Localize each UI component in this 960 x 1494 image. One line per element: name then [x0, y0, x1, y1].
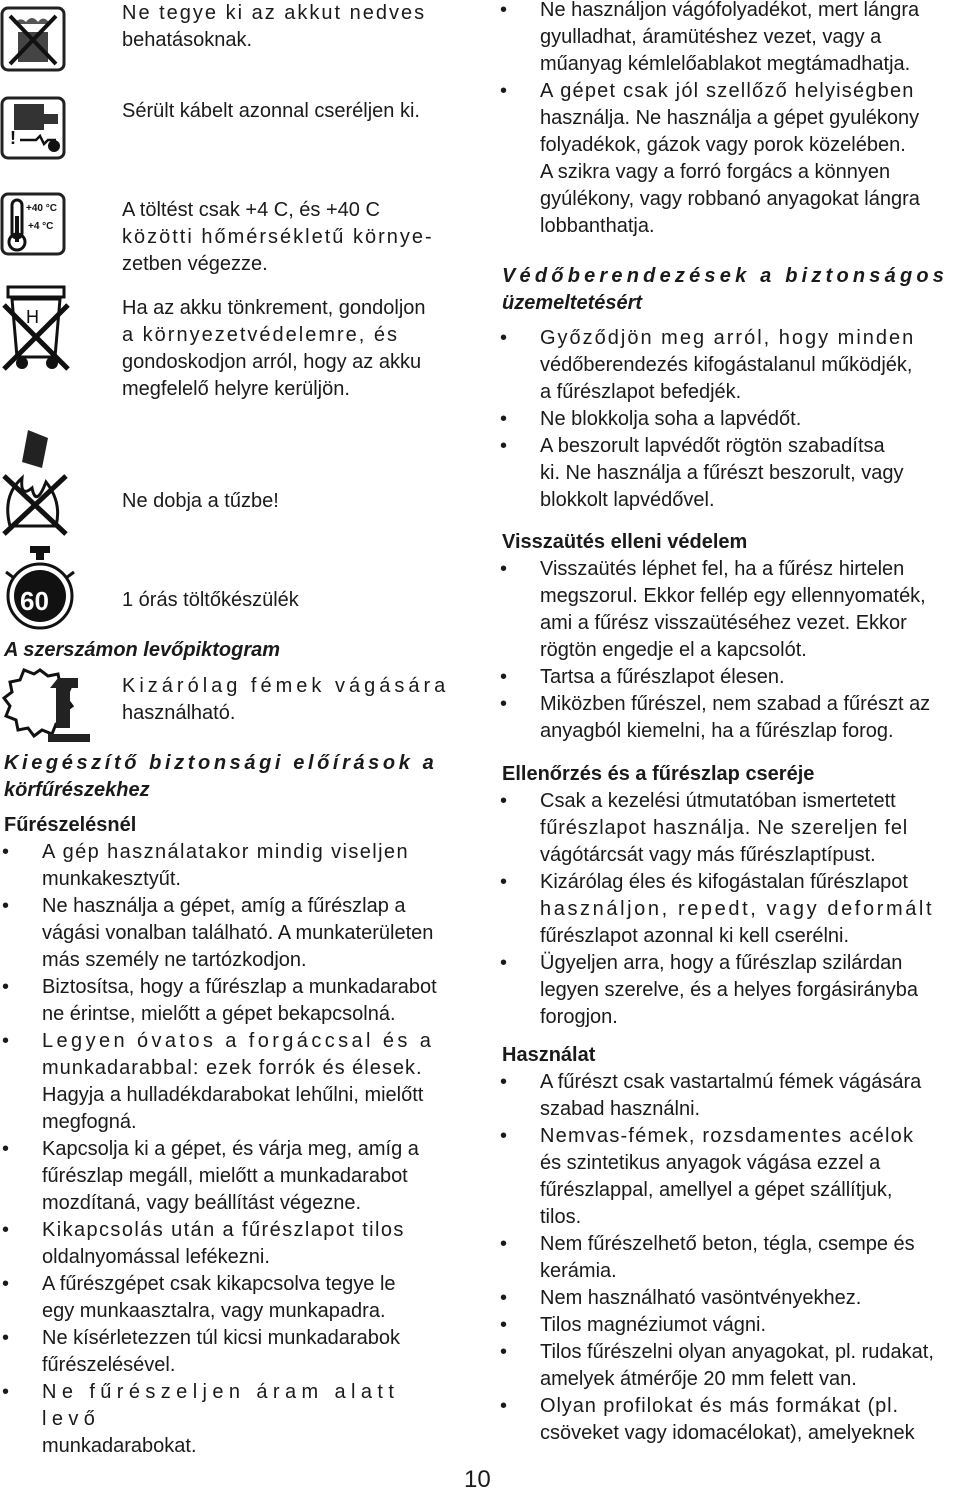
usage-rules-list [498, 1069, 960, 1447]
svg-text:H: H [26, 307, 39, 327]
list-item-line: más személy ne tartózkodjon. [42, 949, 307, 971]
list-item-line: • Nem fűrészelhető beton, tégla, csempe és [540, 1233, 915, 1255]
list-item-line: A szikra vagy a forró forgács a könnyen [540, 161, 891, 183]
list-item-line: lobbanthatja. [540, 215, 655, 237]
list-item-line: • Győződjön meg arról, hogy minden [540, 327, 916, 349]
guard-section-title: Védőberendezések a biztonságos üzemeltetésért [502, 265, 949, 314]
list-item [498, 0, 960, 78]
list-item-line: • Ne használja a gépet, amíg a fűrészlap a [42, 895, 406, 917]
list-item-line: • Tilos magnéziumot vágni. [540, 1314, 767, 1336]
list-item-line: • Tilos fűrészelni olyan anyagokat, pl. rudakat, [540, 1341, 934, 1363]
list-item-line: ne érintse, mielőtt a gépet bekapcsolná. [42, 1003, 396, 1025]
list-item-line: ki. Ne használja a fűrészt beszorult, vagy [540, 462, 904, 484]
list-item-line: forogjon. [540, 1006, 618, 1028]
list-item-line: anyagból kiemelni, ha a fűrészlap forog. [540, 720, 894, 742]
list-item [0, 1325, 462, 1379]
kickback-rules-list [498, 556, 960, 745]
list-item-line: használja. Ne használja a gépet gyulékony [540, 107, 920, 129]
list-item [498, 1312, 960, 1339]
list-item-line: • Kikapcsolás után a fűrészlapot tilos [42, 1219, 405, 1241]
list-item [498, 433, 960, 514]
no-fire-warning: Ne dobja a tűzbe! [122, 490, 279, 512]
list-item-line: • Olyan profilokat és más formákat (pl. [540, 1395, 899, 1417]
list-item-line: • Kizárólag éles és kifogástalan fűrészlapot [540, 871, 908, 893]
list-item-line: munkadarabokat. [42, 1435, 197, 1457]
timer-icon [0, 546, 80, 635]
list-item-line: a fűrészlapot befedjék. [540, 381, 742, 403]
list-item-line: • A gépet csak jól szellőző helyiségben [540, 80, 915, 102]
guard-rules-list [498, 325, 960, 514]
list-item [498, 78, 960, 240]
svg-text:60: 60 [20, 586, 49, 616]
list-item-line: • Nem használható vasöntvényekhez. [540, 1287, 862, 1309]
page-number: 10 [464, 1466, 491, 1493]
list-item [498, 691, 960, 745]
list-item-line: megszorul. Ekkor fellép egy ellennyomaték, [540, 585, 926, 607]
charging-temperature-note: A töltést csak +4 C, és +40 C közötti hőmérsékletű környe- zetben végezze. [122, 199, 434, 275]
list-item-line: blokkolt lapvédővel. [540, 489, 715, 511]
list-item-line: gyúlékony, vagy robbanó anyagokat lángra [540, 188, 920, 210]
svg-text:+40 °C: +40 °C [26, 203, 57, 214]
list-item [498, 1339, 960, 1393]
list-item-line: • Miközben fűrészel, nem szabad a fűrészt az [540, 693, 931, 715]
list-item [0, 1271, 462, 1325]
list-item-line: kerámia. [540, 1260, 617, 1282]
general-rules-list [498, 0, 960, 240]
list-item-line: gyulladhat, áramütéshez vezet, vagy a [540, 26, 882, 48]
kickback-heading: Visszaütés elleni védelem [502, 531, 748, 553]
damaged-cable-icon [0, 96, 66, 165]
svg-text:+4 °C: +4 °C [28, 221, 54, 232]
list-item-line: fűrészlapot használja. Ne szereljen fel [540, 817, 909, 839]
no-wet-battery-icon [0, 6, 66, 77]
list-item-line: • A fűrészt csak vastartalmú fémek vágására [540, 1071, 922, 1093]
tool-pictogram-title: A szerszámon levőpiktogram [4, 639, 281, 661]
list-item [498, 1231, 960, 1285]
metal-cutting-only-note: Kizárólag fémek vágására használható. [122, 675, 450, 724]
list-item [0, 893, 462, 974]
list-item-line: egy munkaasztalra, vagy munkapadra. [42, 1300, 386, 1322]
damaged-cable-warning: Sérült kábelt azonnal cseréljen ki. [122, 100, 420, 122]
list-item [0, 974, 462, 1028]
list-item [498, 788, 960, 869]
list-item [498, 325, 960, 406]
battery-moisture-warning: Ne tegye ki az akkut nedves behatásoknak. [122, 2, 427, 51]
one-hour-charger-note: 1 órás töltőkészülék [122, 589, 299, 611]
list-item-line: vágási vonalban található. A munkaterületen [42, 922, 434, 944]
list-item-line: műanyag kémlelőablakot megtámadhatja. [540, 53, 911, 75]
list-item [498, 664, 960, 691]
list-item-line: • Visszaütés léphet fel, ha a fűrész hirtelen [540, 558, 905, 580]
list-item-line: legyen szerelve, és a helyes forgásirányba [540, 979, 918, 1001]
list-item-line: • Nemvas-fémek, rozsdamentes acélok [540, 1125, 915, 1147]
list-item [498, 1123, 960, 1231]
list-item [0, 839, 462, 893]
list-item-line: használjon, repedt, vagy deformált [540, 898, 935, 920]
check-heading: Ellenőrzés és a fűrészlap cseréje [502, 763, 815, 785]
thermometer-icon [0, 192, 66, 261]
list-item-line: • A beszorult lapvédőt rögtön szabadítsa [540, 435, 885, 457]
list-item-line: megfogná. [42, 1111, 137, 1133]
list-item-line: • Ügyeljen arra, hogy a fűrészlap szilárdan [540, 952, 903, 974]
list-item-line: • Tartsa a fűrészlapot élesen. [540, 666, 785, 688]
crossed-bin-icon [0, 283, 72, 384]
list-item-line: fűrészelésével. [42, 1354, 176, 1376]
list-item [498, 950, 960, 1031]
list-item [0, 1379, 462, 1460]
list-item-line: mozdítaná, vagy beállítást végezne. [42, 1192, 362, 1214]
list-item-line: fűrészlapot azonnal ki kell cserélni. [540, 925, 850, 947]
list-item [498, 1285, 960, 1312]
list-item-line: védőberendezés kifogástalanul működjék, [540, 354, 913, 376]
list-item-line: és szintetikus anyagok vágása ezzel a [540, 1152, 881, 1174]
list-item [498, 406, 960, 433]
list-item-line: munkakesztyűt. [42, 868, 181, 890]
list-item [498, 1393, 960, 1447]
list-item-line: • Ne kísérletezzen túl kicsi munkadarabok [42, 1327, 400, 1349]
list-item [0, 1217, 462, 1271]
list-item-line: amelyek átmérője 20 mm felett van. [540, 1368, 857, 1390]
list-item-line: ami a fűrész visszaütéséhez vezet. Ekkor [540, 612, 907, 634]
list-item-line: • Csak a kezelési útmutatóban ismertetett [540, 790, 896, 812]
list-item-line: • A fűrészgépet csak kikapcsolva tegye le [42, 1273, 396, 1295]
list-item-line: rögtön engedje el a kapcsolót. [540, 639, 807, 661]
list-item-line: vágótárcsát vagy más fűrészlaptípust. [540, 844, 876, 866]
no-fire-icon [0, 426, 70, 541]
list-item [0, 1028, 462, 1136]
list-item-line: • Legyen óvatos a forgáccsal és a [42, 1030, 435, 1052]
list-item-line: csöveket vagy idomacélokat), amelyeknek [540, 1422, 915, 1444]
list-item-line: szabad használni. [540, 1098, 701, 1120]
battery-disposal-note: Ha az akku tönkrement, gondoljon a környezetvédelemre, és gondoskodjon arról, hogy az akku megfelelő helyre kerüljön. [122, 297, 426, 400]
sawing-rules-list [0, 839, 462, 1460]
list-item-line: tilos. [540, 1206, 582, 1228]
list-item [0, 1136, 462, 1217]
list-item-line: fűrészlappal, amellyel a gépet szállítjuk, [540, 1179, 893, 1201]
list-item [498, 556, 960, 664]
supplementary-safety-title: Kiegészítő biztonsági előírások a körfűrészekhez [4, 752, 438, 801]
list-item-line: fűrészlap megáll, mielőtt a munkadarabot [42, 1165, 408, 1187]
list-item-line: • Ne blokkolja soha a lapvédőt. [540, 408, 802, 430]
list-item-line: folyadékok, gázok vagy porok közelében. [540, 134, 906, 156]
blade-check-list [498, 788, 960, 1031]
use-heading: Használat [502, 1044, 596, 1066]
list-item [498, 869, 960, 950]
list-item-line: oldalnyomással lefékezni. [42, 1246, 270, 1268]
list-item-line: munkadarabbal: ezek forrók és élesek. [42, 1057, 423, 1079]
list-item-line: • Ne fűrészeljen áram alatt levő [42, 1381, 400, 1430]
list-item-line: • Kapcsolja ki a gépet, és várja meg, amíg a [42, 1138, 419, 1160]
list-item [498, 1069, 960, 1123]
list-item-line: • A gép használatakor mindig viseljen [42, 841, 409, 863]
list-item-line: • Ne használjon vágófolyadékot, mert lángra [540, 0, 920, 21]
svg-text:!: ! [10, 128, 16, 148]
list-item-line: Hagyja a hulladékdarabokat lehűlni, mielőtt [42, 1084, 424, 1106]
list-item-line: • Biztosítsa, hogy a fűrészlap a munkadarabot [42, 976, 437, 998]
saw-blade-metal-icon [0, 664, 104, 749]
sawing-heading: Fűrészelésnél [4, 814, 137, 836]
